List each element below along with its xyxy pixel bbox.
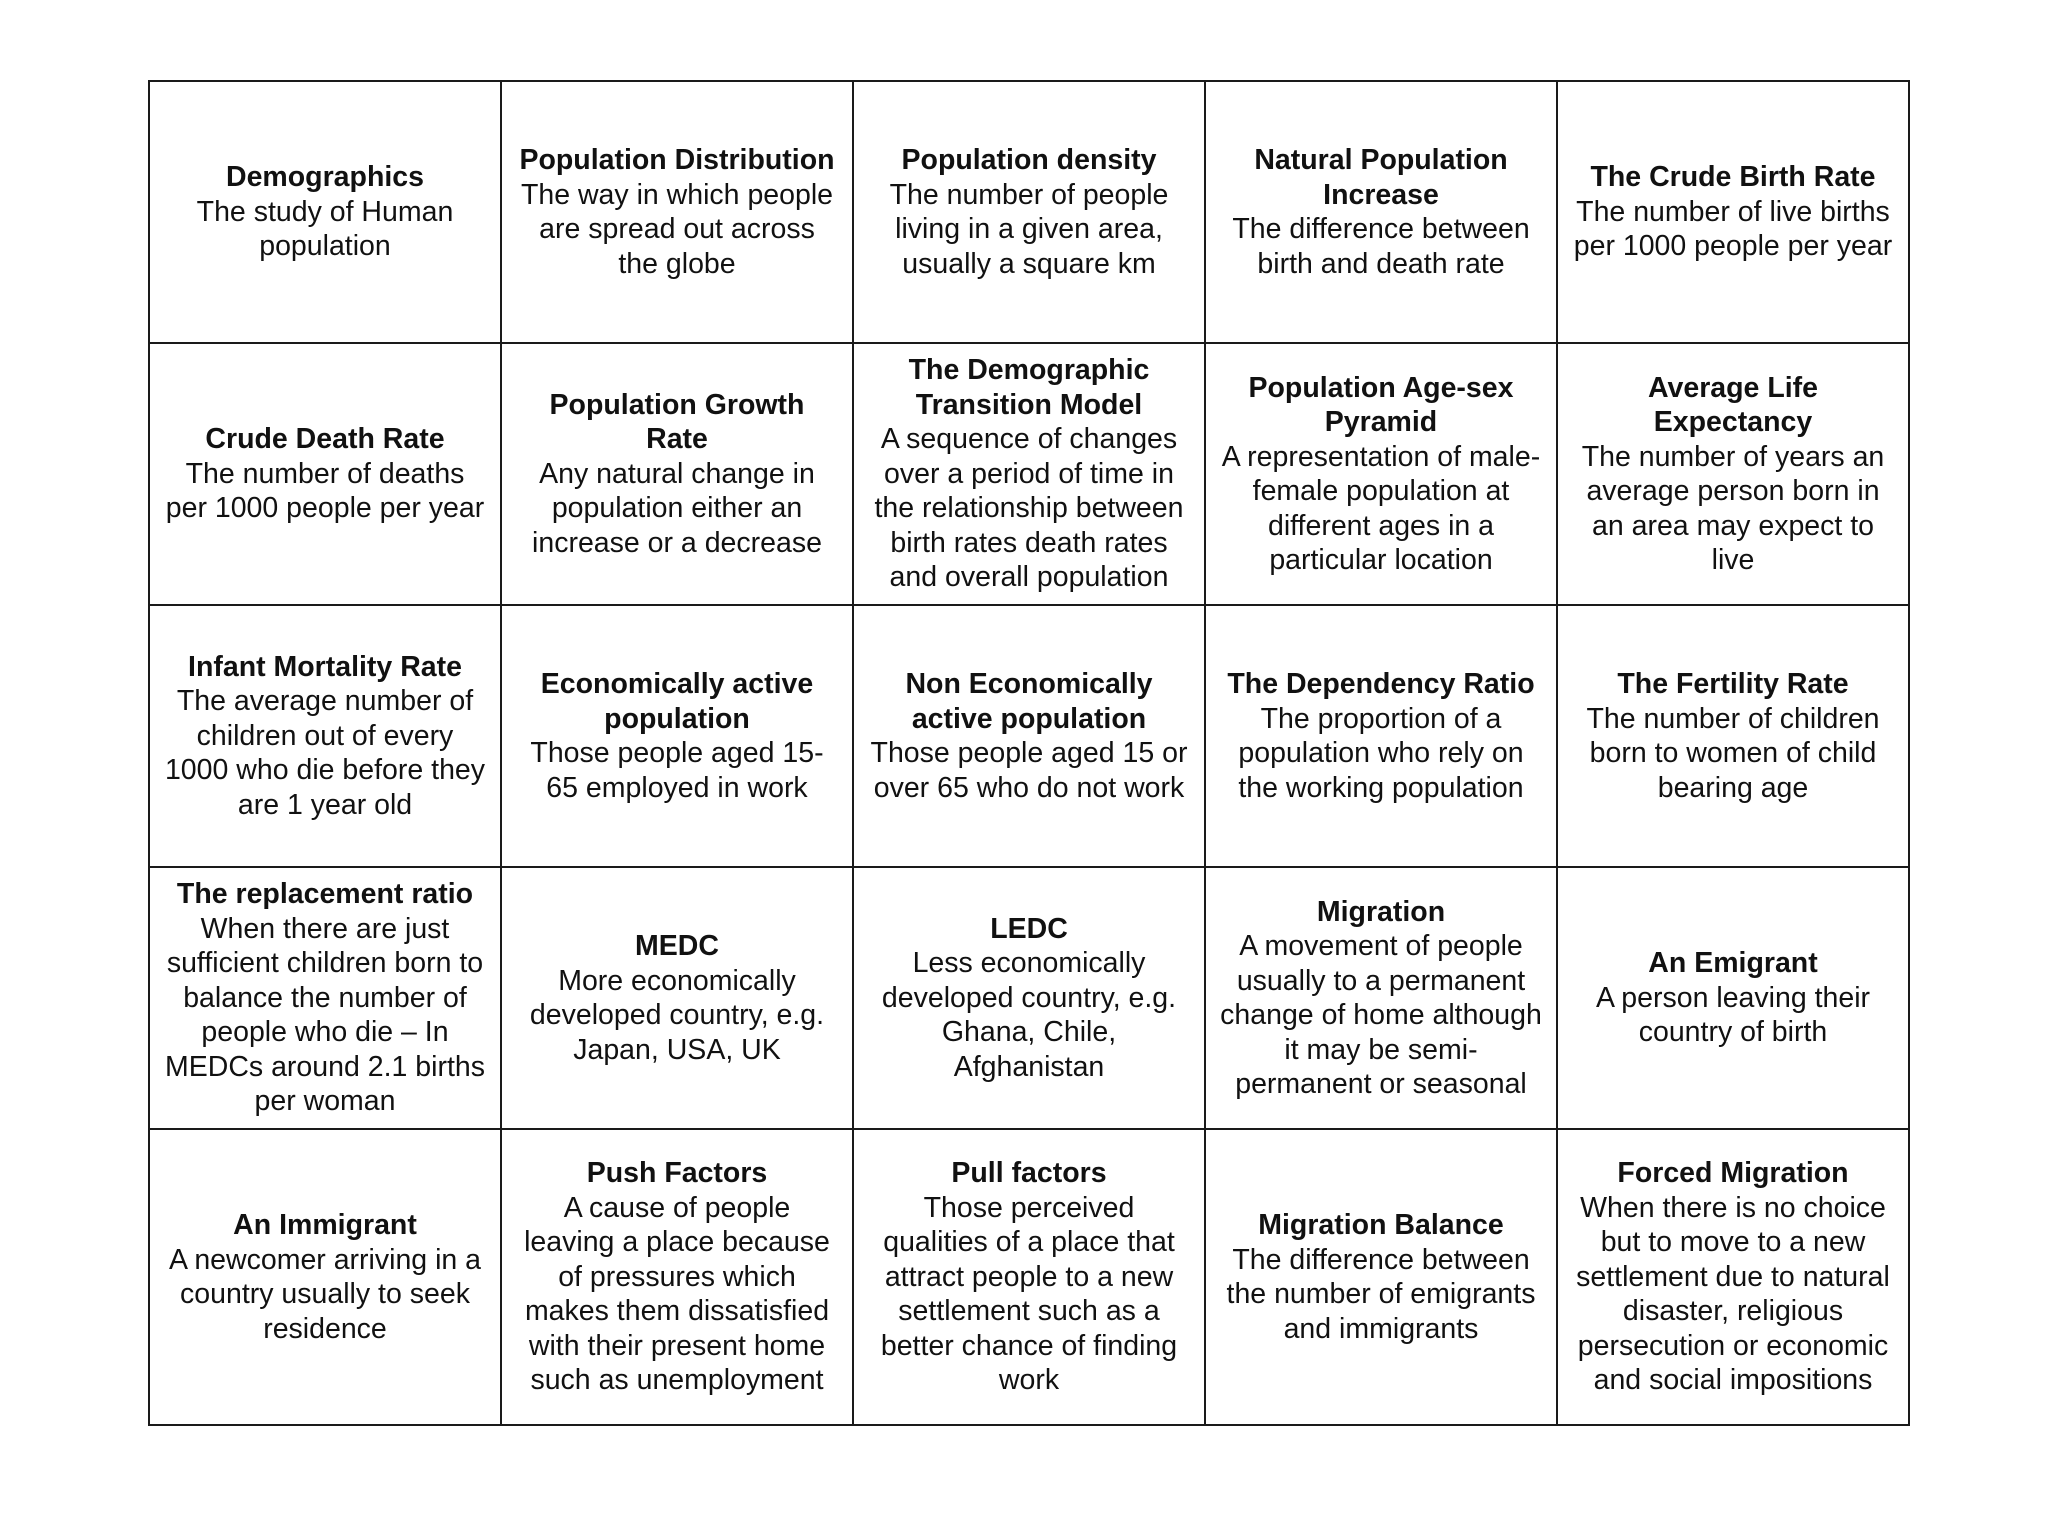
term-title: Population Growth Rate [549,388,805,456]
term-title: Demographics [226,161,424,194]
term-definition: Less economically developed country, e.g. Ghana, Chile, Afghanistan [881,947,1177,1083]
glossary-cell [1557,1129,1909,1425]
term-definition: When there are just sufficient children born to balance the number of people who die – In MEDCs around 2.1 births per woman [165,912,485,1118]
glossary-cell [501,343,853,605]
term-title: An Immigrant [233,1209,417,1241]
term-definition: A person leaving their country of birth [1595,981,1871,1049]
term-definition: A sequence of changes over a period of time in the relationship between birth rates death rates and overall population [874,423,1184,594]
term-definition: Those perceived qualities of a place that attract people to a new settlement such as a better chance of finding work [880,1191,1178,1397]
table-row [149,81,1909,343]
term-definition: A newcomer arriving in a country usually to seek residence [168,1243,482,1345]
table-row [149,867,1909,1129]
term-title: Infant Mortality Rate [188,650,462,683]
glossary-cell [149,867,501,1129]
term-title: Natural Population Increase [1254,144,1508,211]
term-title: Average Life Expectancy [1647,371,1818,438]
term-title: Non Economically active population [905,668,1153,735]
term-title: Pull factors [951,1157,1107,1190]
term-definition: A movement of people usually to a permanent change of home although it may be semi-permanent or seasonal [1220,930,1542,1100]
glossary-cell [1557,605,1909,867]
glossary-cell [853,1129,1205,1425]
glossary-cell [1205,343,1557,605]
term-title: Crude Death Rate [205,423,445,456]
term-title: An Emigrant [1648,947,1818,980]
glossary-cell [1557,81,1909,343]
term-title: Migration [1316,895,1446,928]
glossary-cell [149,1129,501,1425]
term-definition: The number of children born to women of child bearing age [1586,702,1880,804]
term-title: The Demographic Transition Model [908,354,1150,421]
glossary-cell [1205,605,1557,867]
glossary-table [148,80,1910,1426]
glossary-cell [853,81,1205,343]
term-definition: The number of deaths per 1000 people per year [165,457,485,525]
term-title: The Crude Birth Rate [1590,161,1876,194]
term-definition: A cause of people leaving a place because of pressures which makes them dissatisfied with their present home such as unemployment [524,1191,830,1397]
term-title: Population density [901,144,1157,176]
term-definition: Those people aged 15-65 employed in work [530,737,824,804]
term-definition: Those people aged 15 or over 65 who do not work [870,737,1188,804]
term-title: Push Factors [586,1157,768,1190]
term-definition: When there is no choice but to move to a new settlement due to natural disaster, religious persecution or economic and social impositions [1576,1191,1890,1397]
term-title: Population Distribution [519,144,835,176]
term-definition: The number of live births per 1000 people per year [1573,195,1893,263]
term-definition: The study of Human population [196,195,454,263]
term-title: Migration Balance [1258,1209,1504,1241]
term-title: Forced Migration [1617,1157,1849,1190]
term-title: LEDC [990,912,1068,945]
term-title: MEDC [635,930,719,962]
term-definition: A representation of male-female population at different ages in a particular location [1221,440,1541,576]
glossary-cell [853,343,1205,605]
glossary-cell [501,1129,853,1425]
term-definition: The number of years an average person born in an area may expect to live [1581,440,1885,576]
glossary-cell [1205,81,1557,343]
glossary-cell [149,81,501,343]
glossary-cell [501,605,853,867]
term-title: Population Age-sex Pyramid [1248,371,1514,438]
glossary-cell [501,867,853,1129]
term-definition: The way in which people are spread out across the globe [520,178,834,280]
table-row [149,1129,1909,1425]
term-definition: The difference between birth and death rate [1232,213,1530,280]
term-title: The Fertility Rate [1617,668,1849,700]
table-row [149,605,1909,867]
glossary-cell [853,605,1205,867]
term-definition: The difference between the number of emigrants and immigrants [1226,1243,1536,1345]
glossary-cell [1205,1129,1557,1425]
glossary-cell [1557,867,1909,1129]
term-definition: More economically developed country, e.g. Japan, USA, UK [529,964,825,1066]
term-definition: The number of people living in a given area, usually a square km [889,178,1169,280]
glossary-cell [501,81,853,343]
glossary-cell [149,343,501,605]
term-title: The Dependency Ratio [1227,668,1535,700]
table-row [149,343,1909,605]
glossary-cell [1557,343,1909,605]
term-definition: The proportion of a population who rely on the working population [1238,702,1524,804]
term-definition: The average number of children out of every 1000 who die before they are 1 year old [164,685,486,821]
glossary-cell [853,867,1205,1129]
term-definition: Any natural change in population either an increase or a decrease [532,457,822,559]
term-title: The replacement ratio [176,878,474,911]
glossary-cell [149,605,501,867]
glossary-cell [1205,867,1557,1129]
term-title: Economically active population [540,668,814,735]
